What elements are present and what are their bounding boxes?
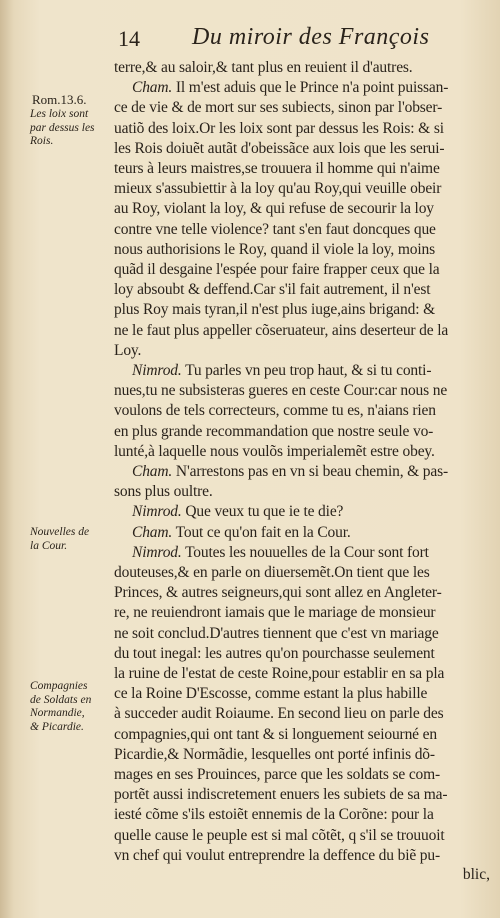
text-line bbox=[114, 725, 437, 745]
text-line bbox=[114, 583, 442, 603]
line-text: Princes, & autres seigneurs,qui sont allez en Angleter- bbox=[114, 584, 442, 602]
text-line bbox=[114, 603, 435, 623]
line-text: vn chef qui voulut entreprendre la deffence du biẽ pu- bbox=[114, 846, 441, 864]
text-line bbox=[114, 240, 435, 260]
speaker-label: Cham. bbox=[132, 463, 173, 480]
margin-note-line: la Cour. bbox=[30, 539, 68, 552]
line-text: sons plus oultre. bbox=[114, 483, 213, 501]
text-line bbox=[114, 98, 442, 118]
text-line bbox=[132, 523, 351, 543]
margin-note-line: Rois. bbox=[30, 135, 54, 147]
margin-note-loix bbox=[30, 108, 95, 149]
text-line bbox=[132, 462, 448, 482]
line-text: mages en ses Prouinces, parce que les soldats se com- bbox=[114, 766, 441, 783]
margin-note-line: Normandie, bbox=[30, 707, 85, 719]
line-text: re, ne reuiendront iamais que le mariage de monsieur bbox=[114, 604, 436, 622]
text-line bbox=[114, 442, 435, 462]
catchword: blic, bbox=[462, 866, 490, 883]
margin-note-compagnies bbox=[30, 680, 91, 734]
speaker-label: Cham. bbox=[132, 523, 173, 541]
line-text: contre vne telle violence? tant s'en faut doncques que bbox=[114, 220, 436, 238]
line-text: teurs à leurs maistres,se trouuera il homme qui n'aime bbox=[114, 160, 440, 177]
text-line bbox=[114, 179, 441, 199]
text-line bbox=[114, 260, 440, 280]
line-text: Loy. bbox=[114, 341, 142, 359]
text-line bbox=[114, 280, 430, 300]
line-text: en plus grande recommandation que nostre seule vo- bbox=[114, 422, 434, 440]
speaker-label: Nimrod. bbox=[132, 362, 182, 379]
line-text: N'arrestons pas en vn si beau chemin, & pas- bbox=[172, 463, 449, 480]
line-text: nous authorisions le Roy, quand il viole la loy, moins bbox=[114, 240, 435, 258]
line-text: ce de vie & de mort sur ses subiects, sinon par l'obser- bbox=[114, 99, 443, 117]
line-text: Tout ce qu'on fait en la Cour. bbox=[172, 523, 351, 541]
page-header bbox=[118, 24, 488, 60]
line-text: plus Roy mais tyran,il n'est plus iuge,ains brigand: & bbox=[114, 301, 436, 319]
text-line bbox=[114, 785, 447, 805]
line-text: Que veux tu que ie te die? bbox=[181, 503, 344, 521]
line-text: douteuses,& en parle on diuersemẽt.On tient que les bbox=[114, 564, 430, 581]
text-line bbox=[114, 765, 440, 785]
line-text: la ruine de l'estat de ceste Roine,pour establir en sa pla bbox=[114, 665, 445, 682]
line-text: quelle cause le peuple est si mal cõtẽt, q s'il se trouuoit bbox=[114, 826, 445, 844]
line-text: loy absoubt & deffend.Car s'il fait autrement, il n'est bbox=[114, 281, 431, 299]
text-line bbox=[114, 321, 448, 341]
text-line bbox=[114, 220, 436, 240]
text-line bbox=[114, 381, 447, 401]
text-line bbox=[114, 644, 435, 664]
speaker-label: Nimrod. bbox=[132, 503, 182, 521]
text-line bbox=[114, 341, 141, 361]
line-text: du tout inegal: les autres qu'on pourchasse seulement bbox=[114, 644, 435, 662]
text-line bbox=[114, 58, 413, 78]
text-line bbox=[114, 846, 440, 866]
text-line bbox=[114, 624, 439, 644]
line-text: Tu parles vn peu trop haut, & si tu conti- bbox=[181, 362, 432, 379]
text-line bbox=[114, 401, 436, 421]
line-text: au Roy, violant la loy, & qui refuse de secourir la loy bbox=[114, 200, 434, 218]
page-number: 14 bbox=[118, 26, 140, 51]
text-line bbox=[114, 805, 434, 825]
line-text: ce la Roine D'Escosse, comme estant la plus habille bbox=[114, 685, 428, 703]
margin-note-line: Les loix sont bbox=[30, 108, 89, 120]
line-text: ne soit conclud.D'autres tiennent que c'est vn mariage bbox=[114, 624, 439, 642]
line-text: à succeder audit Roiaume. En second lieu on parle des bbox=[114, 705, 444, 723]
text-line bbox=[114, 826, 445, 846]
line-text: voulons de tels correcteurs, comme tu es, n'aians rien bbox=[114, 402, 436, 420]
margin-note-nouvelles bbox=[30, 526, 89, 553]
text-line bbox=[114, 199, 434, 219]
margin-note-line: de Soldats en bbox=[30, 693, 92, 706]
line-text: mieux s'assubiettir à la loy qu'au Roy,qui veuille obeir bbox=[114, 180, 442, 198]
line-text: Toutes les nouuelles de la Cour sont fort bbox=[181, 543, 429, 561]
line-text: portẽt aussi indiscretement enuers les subiets de sa ma- bbox=[114, 786, 448, 804]
text-line bbox=[114, 422, 433, 442]
line-text: uatiõ des loix.Or les loix sont par dessus les Rois: & si bbox=[114, 119, 444, 137]
text-line bbox=[114, 745, 435, 765]
speaker-label: Cham. bbox=[132, 79, 173, 97]
text-line bbox=[132, 502, 343, 522]
text-line bbox=[114, 684, 427, 704]
line-text: Picardie,& Normãdie, lesquelles ont porté infinis dõ- bbox=[114, 745, 435, 763]
text-line bbox=[132, 361, 431, 381]
line-text: nues,tu ne subsisteras gueres en ceste Cour:car nous ne bbox=[114, 382, 448, 400]
text-line bbox=[132, 78, 448, 98]
speaker-label: Nimrod. bbox=[132, 543, 182, 561]
text-line bbox=[114, 482, 213, 502]
margin-note-line: Compagnies bbox=[30, 680, 88, 692]
margin-note-line: par dessus les bbox=[30, 121, 95, 134]
line-text: lunté,à laquelle nous voulõs imperialemẽt estre obey. bbox=[114, 442, 435, 460]
text-line bbox=[114, 563, 430, 583]
line-text: iesté cõme s'ils estoiẽt ennemis de la Corõne: pour la bbox=[114, 806, 434, 824]
line-text: compagnies,qui ont tant & si longuement seiourné en bbox=[114, 725, 437, 743]
margin-note-rom: Rom.13.6. bbox=[32, 92, 87, 107]
running-title: Du miroir des François bbox=[192, 24, 430, 50]
text-line bbox=[114, 664, 444, 684]
line-text: quãd il desgaine l'espée pour faire frapper ceux que la bbox=[114, 261, 440, 278]
text-line bbox=[114, 139, 444, 159]
text-line bbox=[132, 543, 429, 563]
text-line bbox=[114, 119, 444, 139]
text-line bbox=[114, 159, 440, 179]
line-text: Il m'est aduis que le Prince n'a point puissan- bbox=[172, 79, 449, 97]
line-text: ne le faut plus appeller cõseruateur, ains deserteur de la bbox=[114, 321, 449, 339]
line-text: les Rois doiuẽt autãt d'obeissãce aux lois que les serui- bbox=[114, 139, 445, 157]
margin-note-line: & Picardie. bbox=[30, 720, 84, 733]
text-line bbox=[114, 704, 444, 724]
text-line bbox=[114, 300, 435, 320]
margin-note-line: Nouvelles de bbox=[30, 526, 90, 538]
line-text: terre,& au saloir,& tant plus en reuient il d'autres. bbox=[114, 59, 413, 76]
